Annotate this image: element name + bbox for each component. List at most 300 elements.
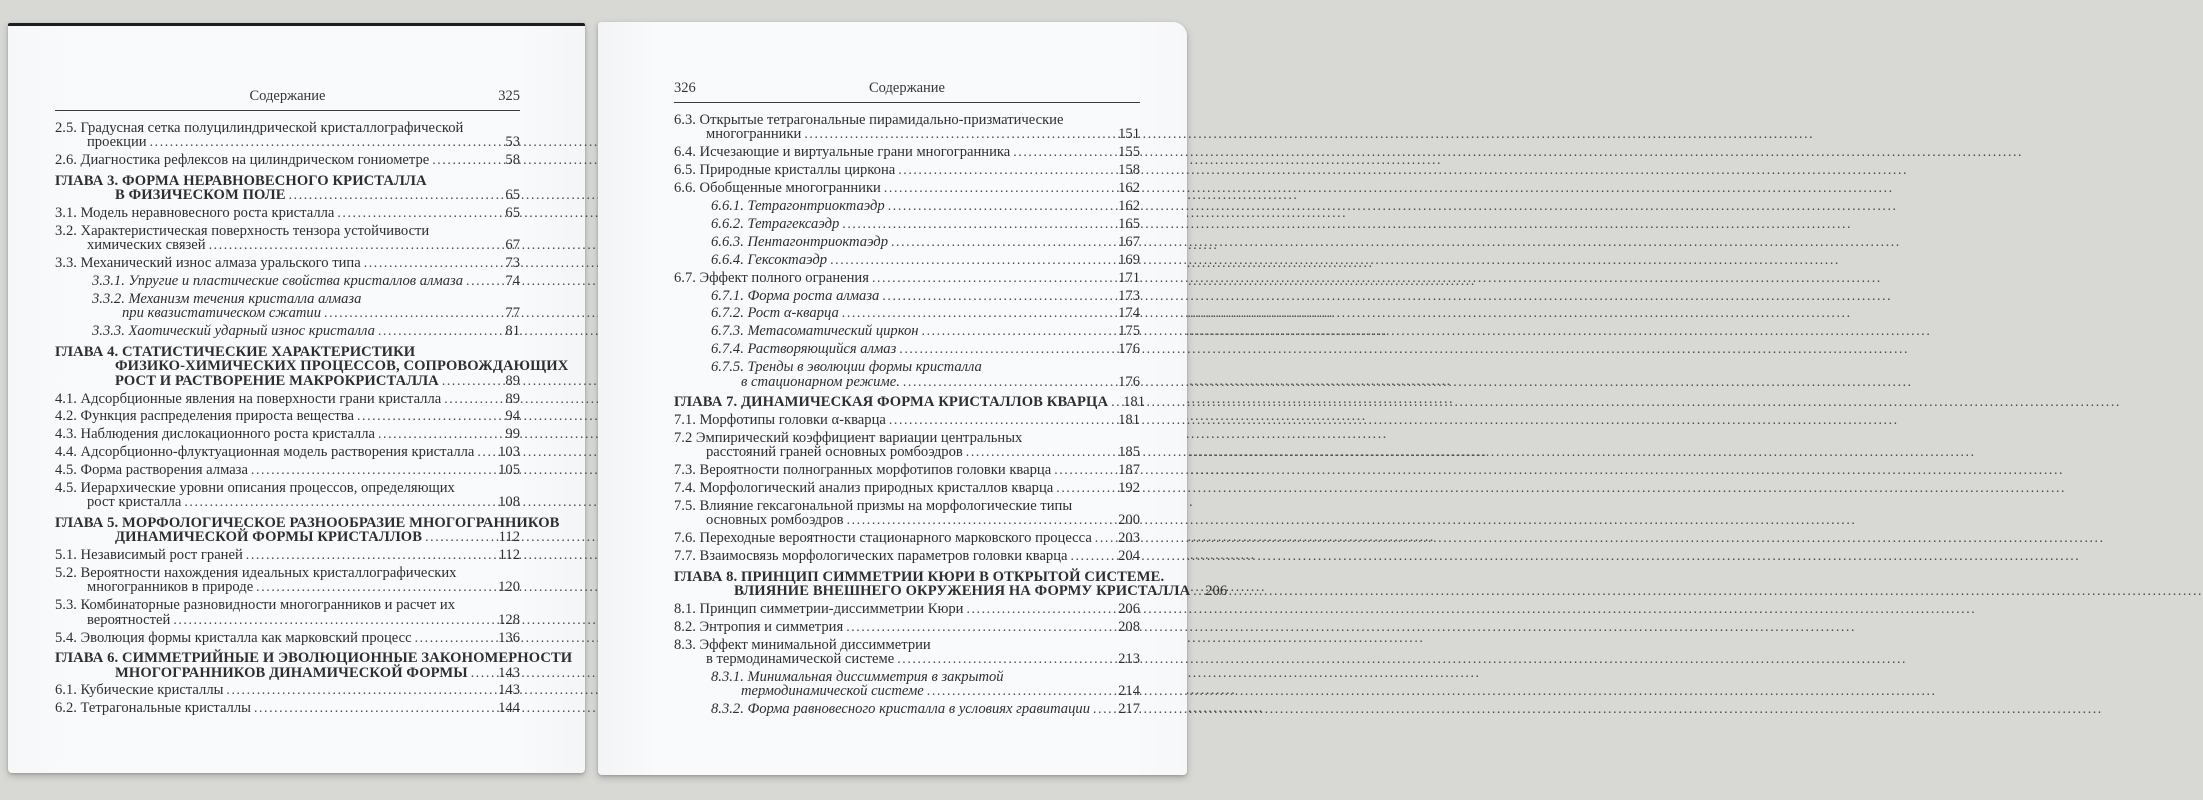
toc-entry	[674, 163, 1140, 177]
toc-chapter-entry	[55, 650, 573, 681]
toc-page-ref: 77	[505, 305, 520, 322]
toc-entry-text: 6.6.1. Тетрагонтриоктаэдр	[711, 198, 885, 215]
toc-list	[674, 112, 1228, 718]
toc-page-ref: 151	[1118, 126, 1140, 143]
toc-page-ref: 136	[498, 629, 520, 646]
toc-entry	[674, 670, 1140, 699]
toc-entry-text: 6.7.4. Растворяющийся алмаз	[711, 341, 897, 358]
dot-leader	[889, 413, 1116, 427]
toc-entry	[674, 360, 1140, 389]
dot-leader	[1111, 395, 1121, 409]
toc-page-ref: 169	[1118, 251, 1140, 268]
toc-line	[674, 620, 1140, 634]
toc-entry	[55, 392, 520, 406]
toc-entry	[674, 145, 1140, 159]
toc-entry-text: 7.3. Вероятности полногранных морфотипов головки кварца	[674, 462, 1052, 479]
toc-line	[55, 631, 520, 645]
toc-page-ref: 108	[498, 494, 520, 511]
running-header-right	[674, 22, 1140, 97]
toc-page-ref: 208	[1118, 618, 1140, 635]
dot-leader	[1193, 584, 1203, 598]
toc-entry-text: 6.2. Тетрагональные кристаллы	[55, 700, 251, 717]
toc-entry	[674, 181, 1140, 195]
toc-line	[674, 702, 1140, 716]
toc-entry	[674, 113, 1140, 142]
toc-line	[674, 235, 1140, 249]
toc-entry-text: ФИЗИКО-ХИМИЧЕСКИХ ПРОЦЕССОВ, СОПРОВОЖДАЮЩИХ	[115, 358, 569, 375]
toc-line	[55, 256, 520, 270]
toc-page-ref: 89	[505, 390, 520, 407]
dot-leader	[899, 342, 1116, 356]
toc-list	[55, 120, 573, 717]
toc-entry-text: 6.5. Природные кристаллы циркона	[674, 162, 896, 179]
dot-leader	[337, 206, 503, 220]
toc-line	[674, 306, 1140, 320]
toc-page-ref: 175	[1118, 323, 1140, 340]
toc-line	[55, 374, 520, 388]
toc-chapter-entry	[55, 343, 569, 389]
toc-page-ref: 162	[1118, 180, 1140, 197]
toc-chapter-entry	[55, 514, 560, 546]
toc-entry	[55, 701, 520, 715]
toc-line	[674, 568, 1165, 585]
toc-page-ref: 65	[505, 205, 520, 222]
toc-entry	[55, 324, 520, 338]
dot-leader	[226, 683, 496, 697]
toc-entry	[55, 683, 520, 697]
toc-page-ref: 185	[1118, 444, 1140, 461]
toc-line	[55, 238, 520, 252]
toc-line	[674, 163, 1140, 177]
toc-page-ref: 192	[1118, 480, 1140, 497]
dot-leader	[209, 238, 504, 252]
toc-page-ref: 105	[498, 462, 520, 479]
toc-page-ref: 167	[1118, 233, 1140, 250]
dot-leader	[442, 374, 504, 388]
toc-entry	[674, 620, 1140, 634]
toc-line	[55, 358, 569, 375]
toc-entry	[55, 481, 520, 510]
toc-entry-text: РОСТ И РАСТВОРЕНИЕ МАКРОКРИСТАЛЛА	[115, 372, 439, 389]
dot-leader	[897, 652, 1116, 666]
toc-line	[55, 650, 573, 667]
dot-leader	[256, 580, 496, 594]
page-number: 325	[498, 88, 520, 104]
toc-entry-text: 4.5. Иерархические уровни описания процессов, определяющих	[55, 480, 455, 497]
toc-entry-text: 6.6. Обобщенные многогранники	[674, 180, 881, 197]
toc-page-ref: 112	[498, 529, 520, 546]
dot-leader	[432, 153, 503, 167]
dot-leader	[830, 253, 1116, 267]
toc-line	[55, 566, 520, 580]
toc-entry	[674, 549, 1140, 563]
toc-page-ref: 176	[1118, 341, 1140, 358]
toc-line	[55, 445, 520, 459]
toc-entry	[55, 292, 520, 321]
dot-leader	[471, 666, 496, 680]
toc-line	[674, 670, 1140, 684]
toc-line	[55, 174, 520, 188]
toc-entry-text: в термодинамической системе	[706, 651, 895, 668]
toc-line	[55, 495, 520, 509]
toc-line	[55, 224, 520, 238]
toc-page-ref: 67	[505, 237, 520, 254]
toc-page-ref: 103	[498, 444, 520, 461]
toc-line	[55, 463, 520, 477]
toc-entry	[55, 631, 520, 645]
toc-entry-text: 2.6. Диагностика рефлексов на цилиндрическом гониометре	[55, 152, 430, 169]
dot-leader	[173, 613, 496, 627]
toc-entry	[674, 306, 1140, 320]
toc-line	[674, 217, 1140, 231]
toc-line	[55, 153, 520, 167]
toc-page-ref: 181	[1123, 394, 1145, 410]
toc-entry-text: 6.7.1. Форма роста алмаза	[711, 287, 880, 304]
toc-line	[55, 206, 520, 220]
toc-line	[55, 427, 520, 441]
dot-leader	[888, 199, 1116, 213]
toc-entry-text: ГЛАВА 6. СИММЕТРИЙНЫЕ И ЭВОЛЮЦИОННЫЕ ЗАКОНОМЕРНОСТИ	[55, 650, 573, 667]
toc-entry-text: 5.3. Комбинаторные разновидности многогранников и расчет их	[55, 597, 456, 614]
toc-page-ref: 53	[505, 134, 520, 151]
toc-entry-text: 6.6.4. Гексоктаэдр	[711, 251, 828, 268]
toc-entry-text: при квазистатическом сжатии	[122, 305, 322, 322]
toc-line	[55, 481, 520, 495]
toc-line	[674, 145, 1140, 159]
toc-line	[55, 345, 520, 359]
toc-entry-text: 3.3. Механический износ алмаза уральского типа	[55, 255, 361, 272]
toc-page-ref: 165	[1118, 215, 1140, 232]
toc-line	[55, 409, 520, 423]
toc-entry	[674, 702, 1140, 716]
toc-entry-text: ГЛАВА 3. ФОРМА НЕРАВНОВЕСНОГО КРИСТАЛЛА	[55, 172, 427, 189]
toc-line	[55, 580, 520, 594]
toc-line	[55, 121, 520, 135]
toc-entry-text: химических связей	[87, 237, 206, 254]
toc-entry-text: 7.4. Морфологический анализ природных кристаллов кварца	[674, 480, 1054, 497]
toc-chapter-entry	[55, 174, 520, 203]
toc-entry-text: 4.1. Адсорбционные явления на поверхности грани кристалла	[55, 390, 442, 407]
toc-entry-text: 5.1. Независимый рост граней	[55, 547, 243, 564]
toc-entry	[55, 153, 520, 167]
toc-entry	[674, 235, 1140, 249]
toc-entry-text: 3.3.3. Хаотический ударный износ кристалла	[92, 323, 375, 340]
toc-line	[674, 684, 1140, 698]
toc-entry	[55, 274, 520, 288]
dot-leader	[150, 135, 504, 149]
header-rule	[674, 102, 1140, 103]
page-number: 326	[674, 80, 696, 96]
toc-line	[674, 113, 1140, 127]
toc-entry-text: 8.3.1. Минимальная диссимметрия в закрытой	[711, 669, 1004, 685]
toc-entry-text: в стационарном режиме.	[741, 373, 900, 390]
toc-entry-text: 2.5. Градусная сетка полуцилиндрической кристаллографической	[55, 120, 464, 136]
toc-line	[55, 683, 520, 697]
toc-page-ref: 112	[498, 547, 520, 564]
dot-leader	[847, 513, 1117, 527]
toc-line	[674, 431, 1140, 445]
toc-page-ref: 81	[505, 323, 520, 340]
toc-entry-text: 3.1. Модель неравновесного роста кристалла	[55, 205, 335, 222]
toc-line	[55, 306, 520, 320]
toc-entry	[55, 224, 520, 253]
toc-entry-text: 3.2. Характеристическая поверхность тензора устойчивости	[55, 222, 430, 239]
toc-page-ref: 173	[1118, 287, 1140, 304]
toc-entry-text: 8.2. Энтропия и симметрия	[674, 618, 844, 635]
toc-page-ref: 200	[1118, 512, 1140, 529]
toc-entry-text: 5.2. Вероятности нахождения идеальных кристаллографических	[55, 565, 457, 582]
toc-page-ref: 187	[1118, 462, 1140, 479]
toc-entry	[55, 566, 520, 595]
toc-page-ref: 206	[1118, 600, 1140, 617]
dot-leader	[466, 274, 503, 288]
toc-entry-text: основных ромбоэдров	[706, 512, 844, 529]
toc-page-ref: 120	[498, 579, 520, 596]
toc-entry	[55, 256, 520, 270]
dot-leader	[184, 495, 496, 509]
toc-page-ref: 181	[1118, 411, 1140, 428]
toc-line	[674, 513, 1140, 527]
toc-line	[55, 598, 520, 612]
toc-entry-text: МНОГОГРАННИКОВ ДИНАМИЧЕСКОЙ ФОРМЫ	[115, 664, 468, 681]
toc-entry-text: 3.3.1. Упругие и пластические свойства кристаллов алмаза	[92, 273, 464, 290]
toc-line	[674, 253, 1140, 267]
toc-line	[55, 613, 520, 627]
toc-line	[55, 188, 520, 202]
toc-page-ref: 143	[498, 664, 520, 681]
dot-leader	[927, 684, 1116, 698]
toc-entry-text: вероятностей	[87, 611, 171, 628]
toc-entry	[674, 481, 1140, 495]
toc-entry	[674, 463, 1140, 477]
dot-leader	[842, 217, 1116, 231]
toc-page-ref: 204	[1118, 548, 1140, 565]
toc-entry-text: ДИНАМИЧЕСКОЙ ФОРМЫ КРИСТАЛЛОВ	[115, 529, 423, 546]
toc-entry-text: ГЛАВА 5. МОРФОЛОГИЧЕСКОЕ РАЗНООБРАЗИЕ МНОГОГРАННИКОВ	[55, 514, 560, 531]
toc-page-ref: 144	[498, 700, 520, 717]
toc-entry	[674, 324, 1140, 338]
toc-page-ref: 58	[505, 152, 520, 169]
toc-line	[674, 463, 1140, 477]
toc-line	[674, 271, 1140, 285]
dot-leader	[966, 602, 1116, 616]
toc-entry	[55, 548, 520, 562]
dot-leader	[898, 163, 1116, 177]
toc-entry-text: рост кристалла	[87, 494, 182, 511]
toc-entry-text: 6.4. Исчезающие и виртуальные грани многогранника	[674, 144, 1011, 161]
dot-leader	[842, 306, 1116, 320]
toc-entry	[55, 598, 520, 627]
toc-entry	[55, 206, 520, 220]
toc-line	[674, 481, 1140, 495]
toc-line	[55, 666, 520, 680]
toc-line	[674, 360, 1140, 374]
toc-entry-text: 8.3.2. Форма равновесного кристалла в условиях гравитации	[711, 701, 1090, 718]
toc-entry	[55, 121, 520, 150]
toc-entry-text: 6.6.3. Пентагонтриоктаэдр	[711, 233, 888, 250]
toc-page-ref: 74	[505, 273, 520, 290]
dot-leader	[1054, 463, 1116, 477]
toc-entry	[674, 342, 1140, 356]
dot-leader	[922, 324, 1117, 338]
toc-page-ref: 89	[505, 372, 520, 389]
toc-line	[674, 199, 1140, 213]
toc-entry-text: 8.3. Эффект минимальной диссимметрии	[674, 636, 931, 653]
toc-entry-text: ВЛИЯНИЕ ВНЕШНЕГО ОКРУЖЕНИЯ НА ФОРМУ КРИСТАЛЛА	[734, 582, 1191, 599]
running-header-title: Содержание	[869, 80, 945, 96]
toc-line	[55, 135, 520, 149]
toc-entry	[674, 413, 1140, 427]
toc-page-ref: 162	[1118, 198, 1140, 215]
toc-page-ref: 203	[1118, 530, 1140, 547]
toc-line	[674, 289, 1140, 303]
dot-leader	[477, 445, 496, 459]
toc-page-ref: 174	[1118, 305, 1140, 322]
dot-leader	[246, 548, 497, 562]
toc-line	[674, 375, 1140, 389]
dot-leader	[378, 427, 503, 441]
toc-entry	[674, 271, 1140, 285]
toc-entry-text: 6.7.3. Метасоматический циркон	[711, 323, 919, 340]
toc-line	[674, 181, 1140, 195]
dot-leader	[1013, 145, 1116, 159]
toc-entry-text: 8.1. Принцип симметрии-диссимметрии Кюри	[674, 600, 964, 617]
toc-entry-text: 7.6. Переходные вероятности стационарного марковского процесса	[674, 530, 1092, 547]
toc-line	[674, 413, 1140, 427]
dot-leader	[1093, 702, 1116, 716]
toc-entry	[55, 409, 520, 423]
toc-line	[55, 324, 520, 338]
toc-entry	[674, 638, 1140, 667]
dot-leader	[357, 409, 503, 423]
toc-page-ref: 65	[505, 187, 520, 204]
toc-line	[55, 701, 520, 715]
toc-entry-text: термодинамической системе	[741, 683, 924, 700]
toc-entry-text: 3.3.2. Механизм течения кристалла алмаза	[92, 291, 362, 308]
dot-leader	[804, 127, 1116, 141]
dot-leader	[882, 289, 1116, 303]
toc-entry-text: проекции	[87, 134, 147, 151]
dot-leader	[903, 375, 1116, 389]
toc-page-ref: 128	[498, 611, 520, 628]
dot-leader	[378, 324, 504, 338]
toc-line	[674, 324, 1140, 338]
dot-leader	[1071, 549, 1117, 563]
toc-line	[674, 394, 1145, 410]
dot-leader	[966, 445, 1116, 459]
toc-entry-text: 6.7. Эффект полного огранения	[674, 269, 869, 286]
toc-chapter-entry	[674, 568, 1228, 599]
toc-entry	[674, 531, 1140, 545]
toc-page-ref: 158	[1118, 162, 1140, 179]
toc-entry-text: 7.5. Влияние гексагональной призмы на морфологические типы	[674, 497, 1073, 514]
toc-line	[674, 549, 1140, 563]
header-rule	[55, 110, 520, 111]
dot-leader	[891, 235, 1116, 249]
running-header-title: Содержание	[249, 88, 326, 104]
dot-leader	[254, 701, 496, 715]
toc-entry-text: 7.2 Эмпирический коэффициент вариации центральных	[674, 429, 1023, 446]
running-header-left	[55, 26, 520, 105]
dot-leader	[872, 271, 1116, 285]
toc-entry-text: расстояний граней основных ромбоэдров	[706, 444, 963, 461]
dot-leader	[444, 392, 503, 406]
dot-leader	[1095, 531, 1116, 545]
toc-page-ref: 94	[505, 408, 520, 425]
toc-entry-text: 6.1. Кубические кристаллы	[55, 682, 224, 699]
toc-entry-text: 4.4. Адсорбционно-флуктуационная модель растворения кристалла	[55, 444, 475, 461]
dot-leader	[884, 181, 1116, 195]
toc-entry-text: ГЛАВА 8. ПРИНЦИП СИММЕТРИИ КЮРИ В ОТКРЫТОЙ СИСТЕМЕ.	[674, 568, 1165, 585]
toc-entry-text: ГЛАВА 4. СТАТИСТИЧЕСКИЕ ХАРАКТЕРИСТИКИ	[55, 343, 416, 360]
toc-line	[674, 531, 1140, 545]
dot-leader	[251, 463, 496, 477]
toc-line	[55, 274, 520, 288]
toc-page-ref: 176	[1118, 373, 1140, 390]
toc-entry	[55, 445, 520, 459]
toc-line	[674, 342, 1140, 356]
dot-leader	[289, 188, 504, 202]
dot-leader	[846, 620, 1116, 634]
toc-entry-text: 7.1. Морфотипы головки α-кварца	[674, 411, 886, 428]
toc-entry	[55, 463, 520, 477]
toc-line	[674, 445, 1140, 459]
dot-leader	[425, 530, 497, 544]
toc-entry-text: В ФИЗИЧЕСКОМ ПОЛЕ	[115, 187, 286, 204]
toc-entry	[674, 499, 1140, 528]
toc-entry-text: 4.2. Функция распределения прироста вещества	[55, 408, 354, 425]
toc-line	[674, 499, 1140, 513]
dot-leader	[415, 631, 497, 645]
dot-leader	[1056, 481, 1116, 495]
toc-page-ref: 99	[505, 426, 520, 443]
toc-entry	[674, 199, 1140, 213]
toc-line	[55, 530, 520, 544]
toc-entry	[674, 602, 1140, 616]
toc-line	[674, 127, 1140, 141]
toc-line	[674, 652, 1140, 666]
toc-page-ref: 73	[505, 255, 520, 272]
toc-entry-text: 4.5. Форма растворения алмаза	[55, 462, 248, 479]
toc-page-ref: 171	[1118, 269, 1140, 286]
toc-entry-text: ГЛАВА 7. ДИНАМИЧЕСКАЯ ФОРМА КРИСТАЛЛОВ КВАРЦА	[674, 394, 1109, 410]
toc-entry	[674, 253, 1140, 267]
toc-line	[674, 638, 1140, 652]
toc-line	[55, 392, 520, 406]
book-page-left	[8, 23, 585, 773]
toc-page-ref: 214	[1118, 683, 1140, 700]
toc-entry-text: многогранники	[706, 126, 802, 143]
toc-page-ref: 217	[1118, 701, 1140, 718]
toc-entry-text: 6.7.2. Рост α-кварца	[711, 305, 839, 322]
toc-entry	[674, 217, 1140, 231]
dot-leader	[324, 306, 503, 320]
toc-line	[674, 602, 1140, 616]
toc-page-ref: 213	[1118, 651, 1140, 668]
toc-entry	[674, 431, 1140, 460]
toc-line	[55, 548, 520, 562]
book-page-right	[598, 22, 1228, 775]
toc-entry-text: 7.7. Взаимосвязь морфологических параметров головки кварца	[674, 548, 1068, 565]
toc-page-ref: 155	[1118, 144, 1140, 161]
toc-page-ref: 206	[1205, 582, 1228, 599]
toc-line	[55, 292, 520, 306]
toc-entry-text: 6.7.5. Тренды в эволюции формы кристалла	[711, 359, 982, 376]
toc-entry	[674, 289, 1140, 303]
toc-entry-text: 5.4. Эволюция формы кристалла как марковский процесс	[55, 629, 412, 646]
toc-line	[674, 582, 1228, 599]
toc-chapter-entry	[674, 394, 1145, 410]
